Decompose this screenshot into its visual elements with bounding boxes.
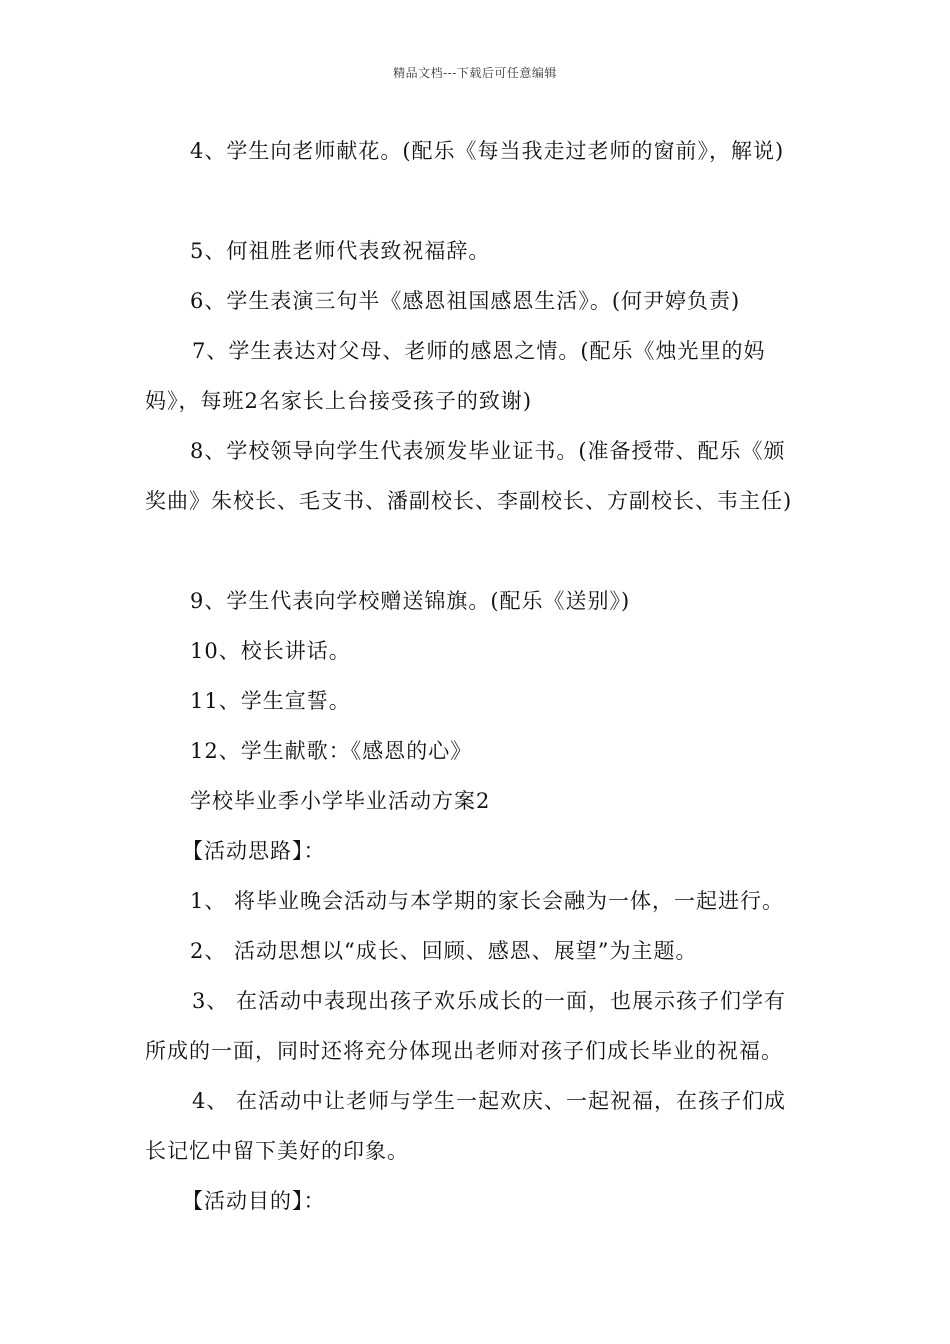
idea-item-3-cont: 所成的一面，同时还将充分体现出老师对孩子们成长毕业的祝福。 [145,1039,783,1063]
idea-item-4: 4、 在活动中让老师与学生一起欢庆、一起祝福，在孩子们成 [192,1089,787,1113]
idea-item-1: 1、 将毕业晚会活动与本学期的家长会融为一体，一起进行。 [190,889,785,913]
program-item-8-cont: 奖曲》朱校长、毛支书、潘副校长、李副校长、方副校长、韦主任) [145,489,793,513]
program-item-4: 4、学生向老师献花。(配乐《每当我走过老师的窗前》，解说) [190,139,785,163]
program-item-10: 10、校长讲话。 [190,639,351,663]
program-item-6: 6、学生表演三句半《感恩祖国感恩生活》。(何尹婷负责) [190,289,741,313]
heading-activity-purpose: 【活动目的】： [182,1189,326,1213]
idea-item-2: 2、 活动思想以“成长、回顾、感恩、展望”为主题。 [190,939,698,963]
program-item-5: 5、何祖胜老师代表致祝福辞。 [190,239,491,263]
section-title: 学校毕业季小学毕业活动方案2 [190,789,491,813]
program-item-8: 8、学校领导向学生代表颁发毕业证书。(准备授带、配乐《颁 [190,439,786,463]
heading-activity-idea: 【活动思路】： [182,839,326,863]
program-item-9: 9、学生代表向学校赠送锦旗。(配乐《送别》) [190,589,631,613]
idea-item-4-cont: 长记忆中留下美好的印象。 [145,1139,409,1163]
idea-item-3: 3、 在活动中表现出孩子欢乐成长的一面，也展示孩子们学有 [192,989,787,1013]
program-item-11: 11、学生宣誓。 [190,689,351,713]
program-item-7-cont: 妈》，每班2名家长上台接受孩子的致谢) [145,389,533,413]
program-item-12: 12、学生献歌：《感恩的心》 [190,739,473,763]
page-header: 精品文档---下载后可任意编辑 [393,66,557,80]
program-item-7: 7、学生表达对父母、老师的感恩之情。(配乐《烛光里的妈 [192,339,766,363]
